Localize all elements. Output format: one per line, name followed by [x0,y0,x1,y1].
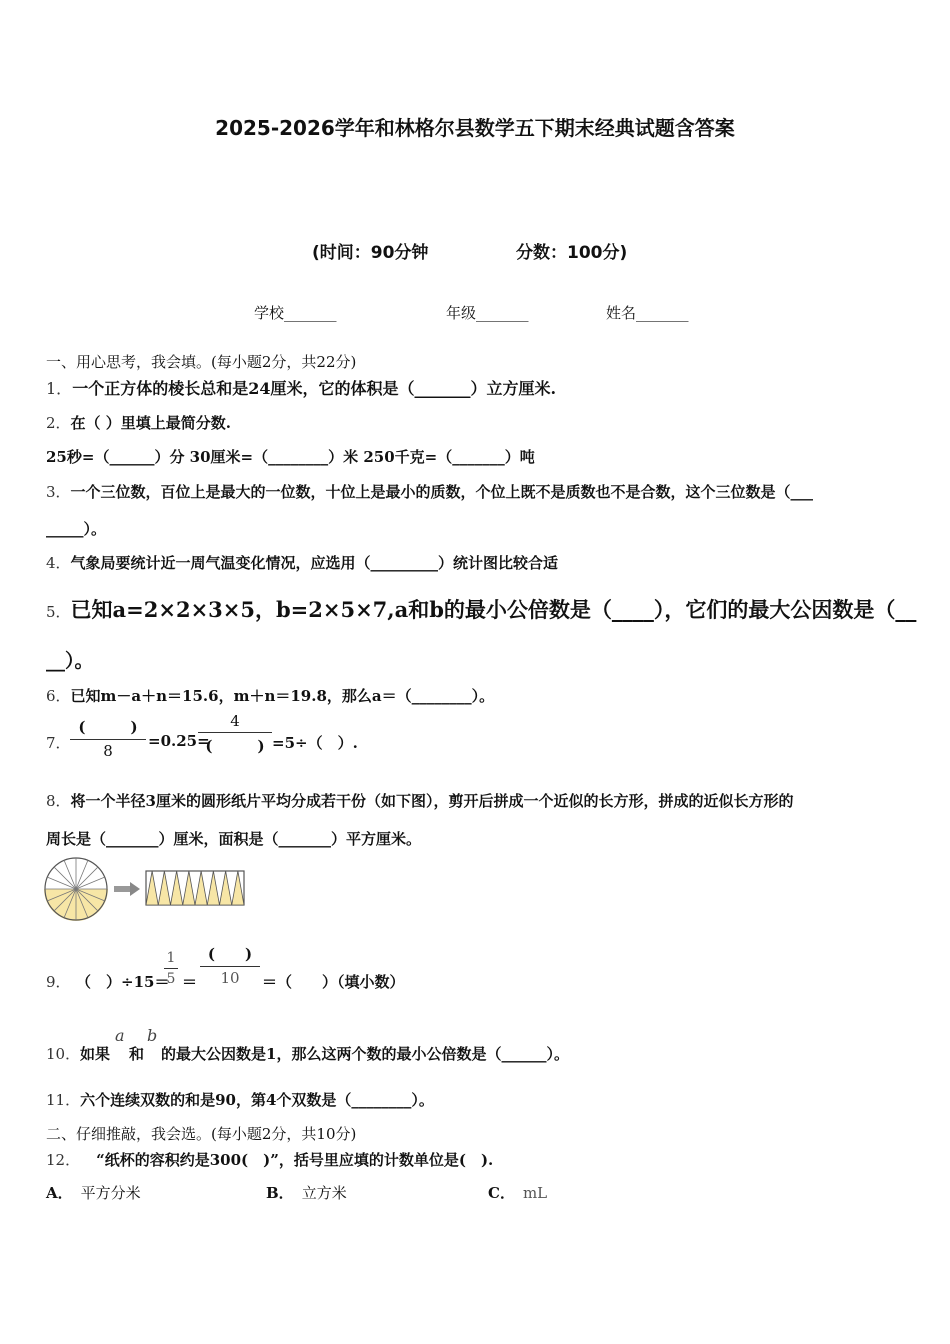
fraction-numerator: ( ) [78,718,138,736]
exam-time: (时间：90分钟 [312,243,429,263]
question-5 [46,594,916,624]
option-c[interactable] [488,1182,547,1203]
q7-tail: =5÷（ ）. [272,734,358,752]
question-3-line2: _____）。 [46,520,107,538]
question-text: 已知m－a＋n＝15.6，m＋n＝19.8，那么a＝（________）。 [70,687,495,705]
option-text: 平方分米 [80,1184,141,1202]
fraction-numerator: 1 [166,950,176,966]
q9-tail: ＝（ ）（填小数） [262,973,405,991]
sectored-circle-icon [44,858,108,921]
question-text: 一个正方体的棱长总和是24厘米，它的体积是（_______）立方厘米. [72,379,557,398]
q9-equals: ＝ [182,973,198,991]
circle-to-rectangle-figure [44,856,250,922]
question-text: 将一个半径3厘米的圆形纸片平均分成若干份（如下图），剪开后拼成一个近似的长方形，拼成的近似长方形的 [70,792,794,810]
question-number: 8． [46,792,71,810]
question-9-number: 9． [46,973,71,991]
q10-and: 和 [129,1045,145,1063]
arrow-icon [114,882,140,896]
question-number: 5． [46,603,71,621]
question-8 [46,790,794,811]
question-2 [46,412,231,433]
question-number: 12． [46,1151,81,1169]
school-field: 学校_______ [254,304,337,322]
question-number: 2． [46,414,71,432]
fraction-denominator: 8 [103,742,113,760]
question-3 [46,481,813,502]
name-field: 姓名_______ [606,304,689,322]
option-a[interactable] [46,1182,141,1203]
section1-header: 一、用心思考，我会填。(每小题2分，共22分) [46,353,357,371]
question-text: “纸杯的容积约是300( )”，括号里应填的计数单位是( ). [96,1151,494,1169]
q9-fraction-2 [200,943,260,987]
fraction-bar [70,739,146,740]
question-4 [46,552,558,573]
q7-fraction-2 [198,712,272,756]
question-text: 已知a=2×2×3×5，b=2×5×7,a和b的最小公倍数是（____），它们的最大公因数是（__ [70,597,917,622]
fraction-bar [198,732,272,733]
question-2-line2: 25秒=（______）分 30厘米=（________）米 250千克=（_______）吨 [46,448,535,466]
q7-fraction-1 [70,716,146,760]
fraction-bar [164,968,178,969]
fraction-denominator: ( ) [205,737,265,755]
q10-variable-a: a [115,1026,125,1045]
fraction-numerator: 4 [230,712,240,730]
question-7-number: 7． [46,734,71,752]
question-11 [46,1089,434,1110]
question-text: 一个三位数，百位上是最大的一位数，十位上是最小的质数，个位上既不是质数也不是合数，这个三位数是（___ [70,483,814,501]
question-number: 6． [46,687,71,705]
question-1 [46,376,556,399]
q9-lead: （ ）÷15＝ [76,973,170,991]
approximate-rectangle-icon [146,871,244,905]
question-text: 气象局要统计近一周气温变化情况，应选用（_________）统计图比较合适 [70,554,559,572]
grade-field: 年级_______ [446,304,529,322]
option-text: 立方米 [301,1184,347,1202]
fraction-denominator: 5 [166,971,176,987]
q10-tail: 的最大公因数是1，那么这两个数的最小公倍数是（______）。 [161,1045,569,1063]
question-8-line2: 周长是（_______）厘米，面积是（_______）平方厘米。 [46,830,422,848]
fraction-bar [200,966,260,967]
question-text: 六个连续双数的和是90，第4个双数是（________）。 [80,1091,434,1109]
exam-score: 分数：100分) [516,243,628,263]
question-number: 1． [46,379,73,398]
q7-middle: =0.25= [148,732,210,750]
question-12 [46,1149,493,1170]
question-number: 4． [46,554,71,572]
option-label: A． [46,1184,73,1202]
q10-lead: 如果 [80,1045,111,1063]
option-label: B． [266,1184,294,1202]
q9-fraction-1 [164,950,178,987]
section2-header: 二、仔细推敲，我会选。(每小题2分，共10分) [46,1125,357,1143]
question-number: 11． [46,1091,81,1109]
question-text: 在（ ）里填上最简分数. [70,414,231,432]
option-b[interactable] [266,1182,347,1203]
fraction-numerator: ( ) [207,945,253,963]
question-6 [46,685,494,706]
option-text: mL [522,1184,548,1202]
option-label: C． [488,1184,515,1202]
fraction-denominator: 10 [220,969,240,987]
question-10-number: 10． [46,1045,81,1063]
question-5-line2: __）。 [46,650,94,672]
page-title: 2025-2026学年和林格尔县数学五下期末经典试题含答案 [215,116,735,140]
q10-variable-b: b [147,1026,158,1045]
question-number: 3． [46,483,71,501]
